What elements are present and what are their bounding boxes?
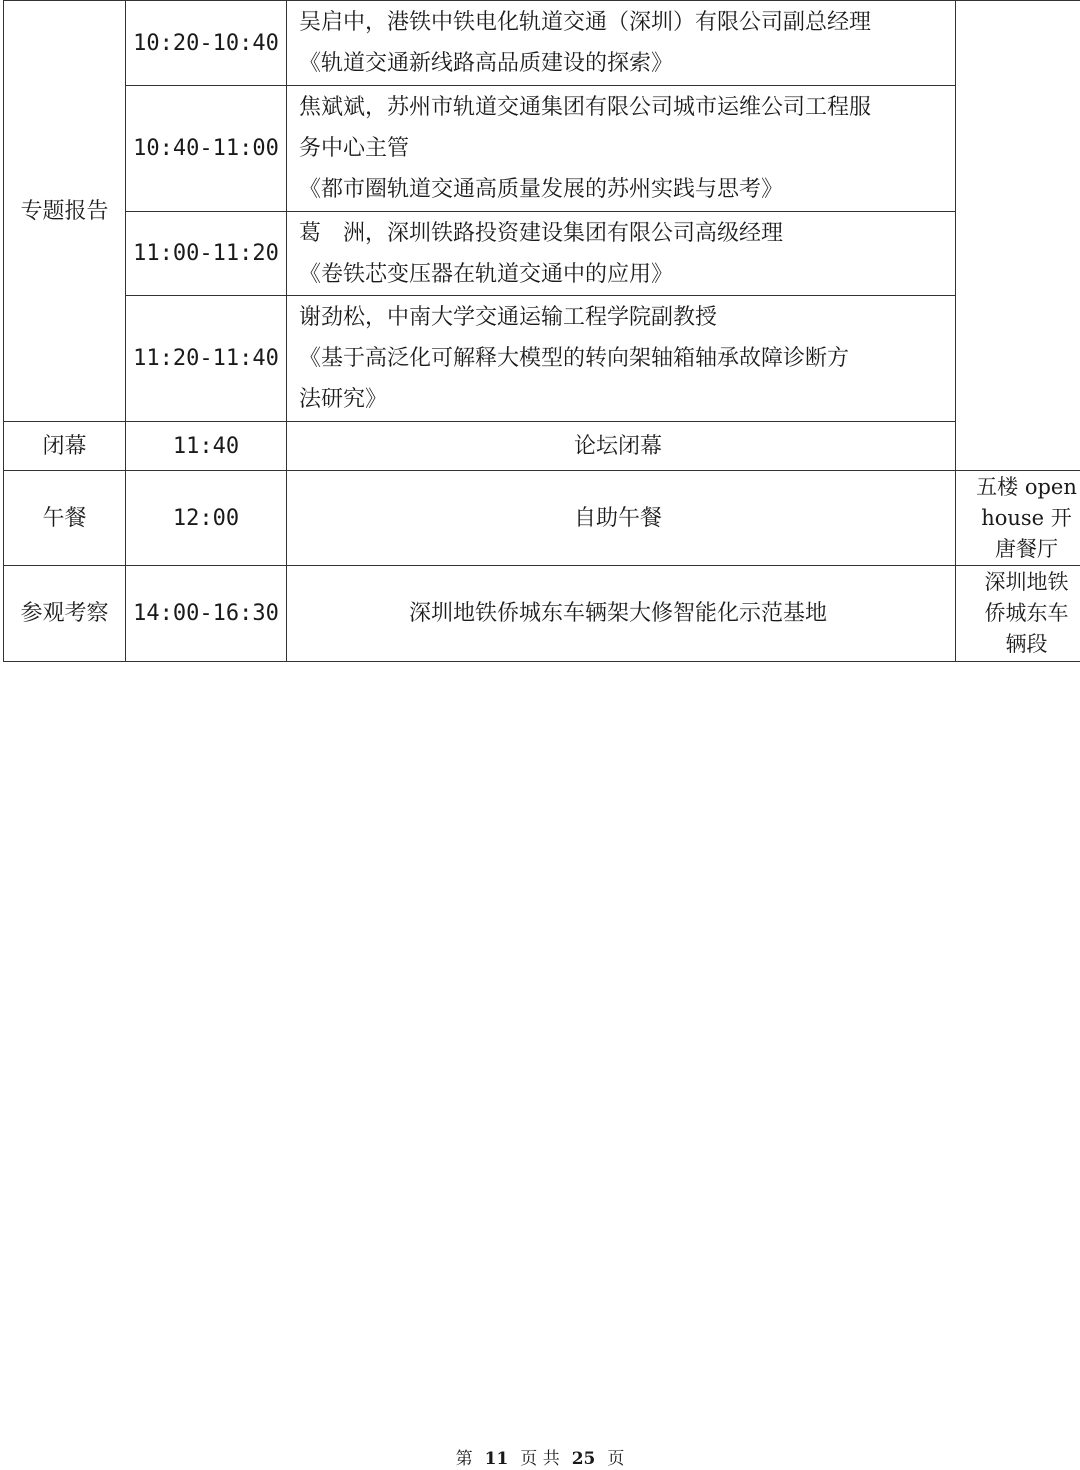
time-cell: 12:00 [126, 471, 287, 566]
content-line: 《卷铁芯变压器在轨道交通中的应用》 [299, 261, 674, 287]
content-line: 《轨道交通新线路高品质建设的探索》 [299, 51, 674, 76]
time-cell: 10:20-10:40 [126, 1, 287, 86]
content-line: 谢劲松，中南大学交通运输工程学院副教授 [299, 305, 718, 330]
category-cell-reports: 专题报告 [4, 1, 126, 422]
venue-line: 深圳地铁 [984, 570, 1069, 594]
venue-line: 侨城东车 [984, 601, 1069, 625]
content-line: 吴启中，港铁中铁电化轨道交通（深圳）有限公司副总经理 [299, 10, 872, 35]
time-cell: 11:40 [126, 422, 287, 471]
table-row [4, 86, 1080, 212]
content-cell: 深圳地铁侨城东车辆架大修智能化示范基地 [287, 566, 956, 662]
venue-line: 辆段 [1005, 632, 1048, 656]
table-row [4, 471, 1080, 566]
category-cell-visit: 参观考察 [4, 566, 126, 662]
category-cell-lunch: 午餐 [4, 471, 126, 566]
page-number: 11 [484, 1449, 509, 1469]
table-row [4, 422, 1080, 471]
table-row [4, 212, 1080, 296]
time-cell: 10:40-11:00 [126, 86, 287, 212]
content-line: 葛 洲，深圳铁路投资建设集团有限公司高级经理 [299, 220, 784, 246]
time-cell: 14:00-16:30 [126, 566, 287, 662]
footer-prefix: 第 [455, 1449, 473, 1469]
venue-cell [956, 471, 1080, 566]
schedule-table [3, 0, 1080, 662]
venue-cell-empty [956, 1, 1080, 471]
content-line: 《都市圈轨道交通高质量发展的苏州实践与思考》 [299, 177, 784, 202]
content-cell: 自助午餐 [287, 471, 956, 566]
venue-line: 唐餐厅 [995, 536, 1058, 561]
table-row [4, 296, 1080, 422]
content-line: 法研究》 [299, 387, 388, 412]
content-cell [287, 296, 956, 422]
content-cell [287, 86, 956, 212]
time-cell: 11:20-11:40 [126, 296, 287, 422]
content-line: 务中心主管 [299, 136, 410, 161]
table-row [4, 566, 1080, 662]
venue-line: house 开 [981, 505, 1072, 530]
content-line: 《基于高泛化可解释大模型的转向架轴箱轴承故障诊断方 [299, 346, 850, 371]
time-cell: 11:00-11:20 [126, 212, 287, 296]
content-cell [287, 1, 956, 86]
page-total: 25 [571, 1449, 596, 1469]
page-footer [0, 1444, 1080, 1469]
footer-suffix: 页 [607, 1449, 625, 1469]
venue-line: 五楼 open [976, 474, 1077, 499]
footer-middle: 页 共 [520, 1449, 560, 1469]
category-cell-closing: 闭幕 [4, 422, 126, 471]
venue-cell [956, 566, 1080, 662]
content-line: 焦斌斌，苏州市轨道交通集团有限公司城市运维公司工程服 [299, 95, 872, 120]
content-cell [287, 212, 956, 296]
content-cell: 论坛闭幕 [287, 422, 956, 471]
table-row [4, 1, 1080, 86]
